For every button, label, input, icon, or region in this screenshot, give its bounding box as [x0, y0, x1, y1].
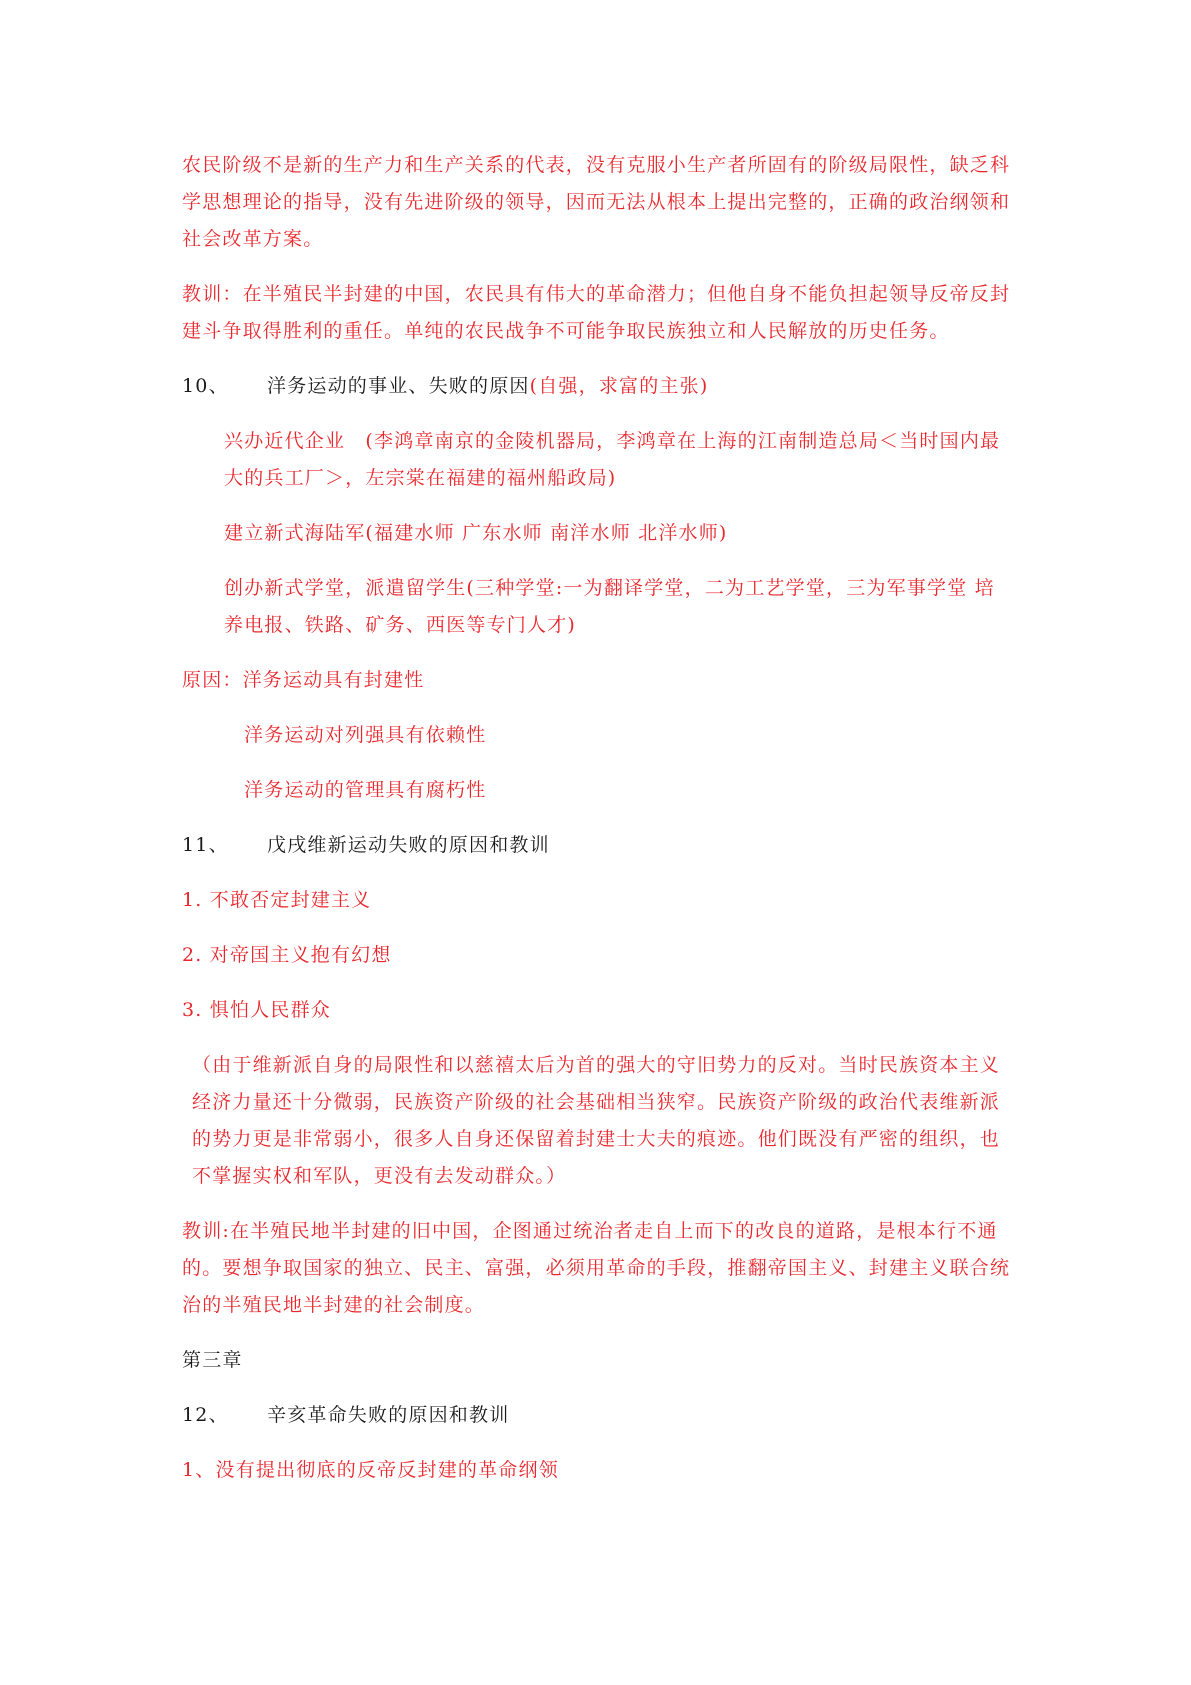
paragraph-lesson-reform: 教训:在半殖民地半封建的旧中国，企图通过统治者走自上而下的改良的道路，是根本行不通的。要想争取国家的独立、民主、富强，必须用革命的手段，推翻帝国主义、封建主义联合统治的半殖民地半封建的社会制度。 [182, 1220, 1011, 1316]
paragraph-reason-feudal: 原因：洋务运动具有封建性 [182, 669, 425, 691]
section-number: 12、 [182, 1404, 229, 1426]
list-item-1: 1. 不敢否定封建主义 [182, 889, 372, 911]
paragraph-enterprises: 兴办近代企业 (李鸿章南京的金陵机器局，李鸿章在上海的江南制造总局＜当时国内最大的兵工厂＞，左宗棠在福建的福州船政局) [224, 430, 1001, 489]
section-number: 10、 [182, 375, 229, 397]
heading-section-10 [182, 368, 1015, 405]
paragraph-schools: 创办新式学堂，派遣留学生(三种学堂:一为翻译学堂，二为工艺学堂，三为军事学堂 培养电报、铁路、矿务、西医等专门人才) [224, 577, 995, 636]
heading-section-12 [182, 1397, 1015, 1434]
paragraph-peasant-limitations: 农民阶级不是新的生产力和生产关系的代表，没有克服小生产者所固有的阶级局限性，缺乏科学思想理论的指导，没有先进阶级的领导，因而无法从根本上提出完整的，正确的政治纲领和社会改革方案。 [182, 154, 1011, 250]
section-number: 11、 [182, 834, 229, 856]
document-body [182, 147, 1015, 1489]
paragraph-reason-dependence: 洋务运动对列强具有依赖性 [244, 724, 487, 746]
paragraph-lesson-peasant: 教训：在半殖民半封建的中国，农民具有伟大的革命潜力；但他自身不能负担起领导反帝反封建斗争取得胜利的重任。单纯的农民战争不可能争取民族独立和人民解放的历史任务。 [182, 283, 1011, 342]
list-item-3: 3. 惧怕人民群众 [182, 999, 331, 1021]
section-title: 辛亥革命失败的原因和教训 [267, 1404, 510, 1426]
paragraph-reason-corruption: 洋务运动的管理具有腐朽性 [244, 779, 487, 801]
section-title: 戊戌维新运动失败的原因和教训 [267, 834, 550, 856]
section-title-note: (自强，求富的主张) [529, 375, 709, 397]
list-item-2: 2. 对帝国主义抱有幻想 [182, 944, 392, 966]
heading-section-11 [182, 827, 1015, 864]
list-item-1: 1、没有提出彻底的反帝反封建的革命纲领 [182, 1459, 559, 1481]
chapter-heading: 第三章 [182, 1349, 243, 1371]
section-title: 洋务运动的事业、失败的原因 [267, 375, 530, 397]
paragraph-explanation: （由于维新派自身的局限性和以慈禧太后为首的强大的守旧势力的反对。当时民族资本主义经济力量还十分微弱，民族资产阶级的社会基础相当狭窄。民族资产阶级的政治代表维新派的势力更是非常弱小，很多人自身还保留着封建士大夫的痕迹。他们既没有严密的组织，也不掌握实权和军队，更没有去发动群众。） [192, 1054, 1001, 1187]
paragraph-navy: 建立新式海陆军(福建水师 广东水师 南洋水师 北洋水师) [224, 522, 728, 544]
